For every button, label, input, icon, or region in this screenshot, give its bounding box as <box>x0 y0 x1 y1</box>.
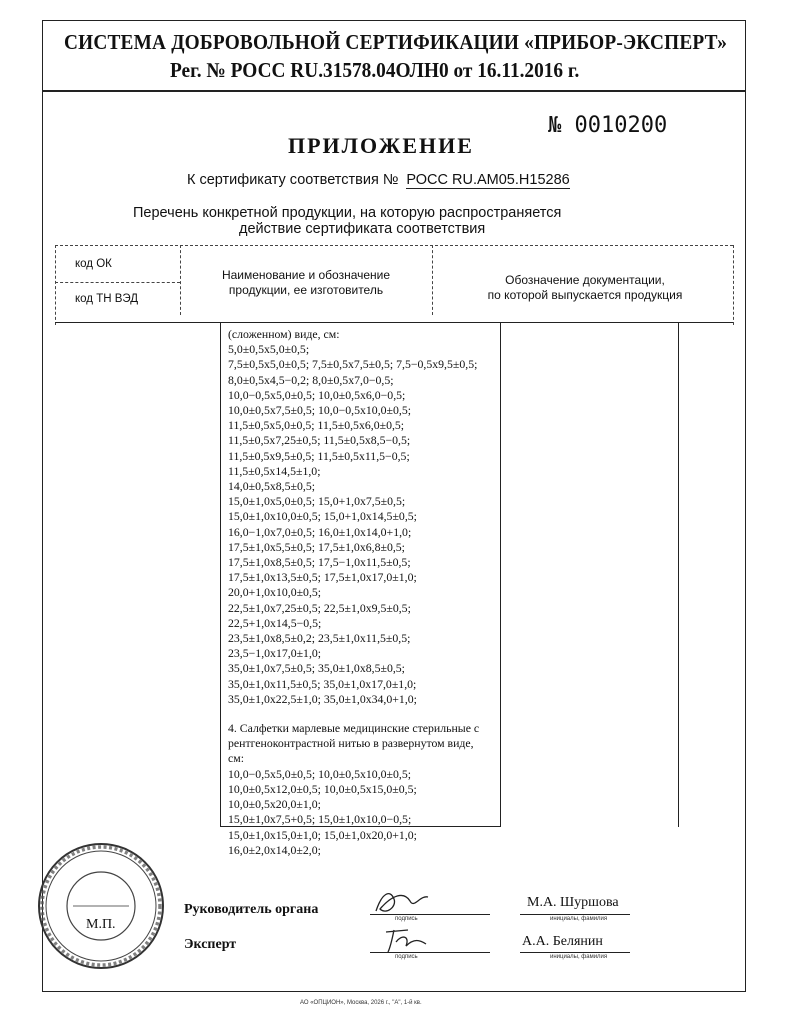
kod-ok-label: код ОК <box>75 258 112 270</box>
head-name-caption: инициалы, фамилия <box>550 916 608 922</box>
expert-name: А.А. Белянин <box>522 934 603 949</box>
header-registration: Рег. № РОСС RU.31578.04ОЛН0 от 16.11.2016 г. <box>170 58 580 82</box>
page-title: ПРИЛОЖЕНИЕ <box>288 133 474 158</box>
column-header-product-line2: продукции, ее изготовитель <box>228 283 384 297</box>
table-left-border <box>55 245 56 325</box>
content-line: 8,0±0,5х4,5−0,2; 8,0±0,5х7,0−0,5; <box>228 372 394 387</box>
table-divider-doc <box>432 245 433 315</box>
content-line: 10,0−0,5х5,0±0,5; 10,0±0,5х10,0±0,5; <box>228 766 412 781</box>
expert-signature-caption: подпись <box>395 954 418 960</box>
column-header-product <box>190 268 422 298</box>
column-header-doc-line1: Обозначение документации, <box>505 273 665 287</box>
expert-signature-line <box>370 952 490 953</box>
content-line: 10,0±0,5х12,0±0,5; 10,0±0,5х15,0±0,5; <box>228 781 417 796</box>
content-line: 15,0±1,0х5,0±0,5; 15,0+1,0х7,5±0,5; <box>228 494 406 509</box>
content-line: 7,5±0,5х5,0±0,5; 7,5±0,5х7,5±0,5; 7,5−0,5х9,5±0,5; <box>228 357 478 372</box>
content-line: см: <box>228 751 244 766</box>
content-line: 11,5±0,5х9,5±0,5; 11,5±0,5х11,5−0,5; <box>228 448 410 463</box>
table-right-border <box>733 245 734 325</box>
column-header-doc-line2: по которой выпускается продукция <box>487 288 683 302</box>
expert-name-line <box>520 952 630 953</box>
table-code-separator <box>55 282 180 283</box>
content-line: 23,5−1,0х17,0±1,0; <box>228 646 322 661</box>
content-line <box>228 707 498 721</box>
header-system-name: СИСТЕМА ДОБРОВОЛЬНОЙ СЕРТИФИКАЦИИ «ПРИБОР-ЭКСПЕРТ» <box>64 30 728 54</box>
content-line: 5,0±0,5х5,0±0,5; <box>228 342 310 357</box>
document-number: № 0010200 <box>548 113 668 138</box>
content-line: рентгеноконтрастной нитью в развернутом виде, <box>228 736 474 751</box>
content-right-border <box>678 322 679 827</box>
expert-name-caption: инициалы, фамилия <box>550 954 608 960</box>
content-line: 17,5±1,0х5,5±0,5; 17,5±1,0х6,8±0,5; <box>228 539 405 554</box>
content-line: 14,0±0,5х8,5±0,5; <box>228 479 316 494</box>
content-line: 20,0+1,0х10,0±0,5; <box>228 585 322 600</box>
content-line: 22,5+1,0х14,5−0,5; <box>228 615 322 630</box>
table-top-border <box>55 245 733 246</box>
certificate-ref <box>187 172 570 188</box>
content-line: (сложенном) виде, см: <box>228 327 340 341</box>
table-divider-codes <box>180 245 181 315</box>
official-stamp <box>35 840 167 972</box>
content-line: 11,5±0,5х7,25±0,5; 11,5±0,5х8,5−0,5; <box>228 433 411 448</box>
certificate-prefix: К сертификату соответствия № <box>187 172 399 188</box>
stamp-mp-label: М.П. <box>86 917 116 932</box>
footer-print-info: АО «ОПЦИОН», Москва, 2026 г., "А", 1-й кв. <box>300 1000 422 1006</box>
head-name-line <box>520 914 630 915</box>
head-signature-caption: подпись <box>395 916 418 922</box>
column-header-documentation <box>440 273 730 303</box>
content-line: 16,0±2,0х14,0±2,0; <box>228 842 321 857</box>
content-line: 15,0±1,0х15,0±1,0; 15,0±1,0х20,0+1,0; <box>228 827 417 842</box>
content-line: 17,5±1,0х13,5±0,5; 17,5±1,0х17,0±1,0; <box>228 570 417 585</box>
table-header-bottom <box>55 322 733 323</box>
content-mid-border <box>500 322 501 827</box>
subtitle-line-1: Перечень конкретной продукции, на которую распространяется <box>133 205 562 221</box>
content-line: 11,5±0,5х5,0±0,5; 11,5±0,5х6,0±0,5; <box>228 418 405 433</box>
content-list <box>228 327 498 858</box>
kod-tn-ved-label: код ТН ВЭД <box>75 293 139 305</box>
head-of-body-label: Руководитель органа <box>184 902 319 917</box>
content-line: 11,5±0,5х14,5±1,0; <box>228 463 321 478</box>
head-signature-line <box>370 914 490 915</box>
content-line: 10,0±0,5х20,0±1,0; <box>228 797 321 812</box>
content-line: 10,0±0,5х7,5±0,5; 10,0−0,5х10,0±0,5; <box>228 403 412 418</box>
content-line: 16,0−1,0х7,0±0,5; 16,0±1,0х14,0+1,0; <box>228 524 412 539</box>
content-line: 35,0±1,0х7,5±0,5; 35,0±1,0х8,5±0,5; <box>228 661 405 676</box>
content-line: 35,0±1,0х22,5±1,0; 35,0±1,0х34,0+1,0; <box>228 691 417 706</box>
head-of-body-name: М.А. Шуршова <box>527 895 619 910</box>
content-line: 15,0±1,0х7,5+0,5; 15,0±1,0х10,0−0,5; <box>228 812 412 827</box>
content-line: 35,0±1,0х11,5±0,5; 35,0±1,0х17,0±1,0; <box>228 676 417 691</box>
content-line: 23,5±1,0х8,5±0,2; 23,5±1,0х11,5±0,5; <box>228 631 411 646</box>
certificate-number: РОСС RU.АМ05.Н15286 <box>406 172 570 188</box>
expert-label: Эксперт <box>184 937 237 952</box>
content-line: 22,5±1,0х7,25±0,5; 22,5±1,0х9,5±0,5; <box>228 600 411 615</box>
content-line: 15,0±1,0х10,0±0,5; 15,0+1,0х14,5±0,5; <box>228 509 417 524</box>
content-line: 10,0−0,5х5,0±0,5; 10,0±0,5х6,0−0,5; <box>228 387 406 402</box>
expert-signature <box>380 922 430 956</box>
subtitle-line-2: действие сертификата соответствия <box>239 221 486 237</box>
content-line: 4. Салфетки марлевые медицинские стерильные с <box>228 721 480 736</box>
content-left-border <box>220 322 221 827</box>
content-line: 17,5±1,0х8,5±0,5; 17,5−1,0х11,5±0,5; <box>228 555 411 570</box>
column-header-product-line1: Наименование и обозначение <box>221 268 391 282</box>
